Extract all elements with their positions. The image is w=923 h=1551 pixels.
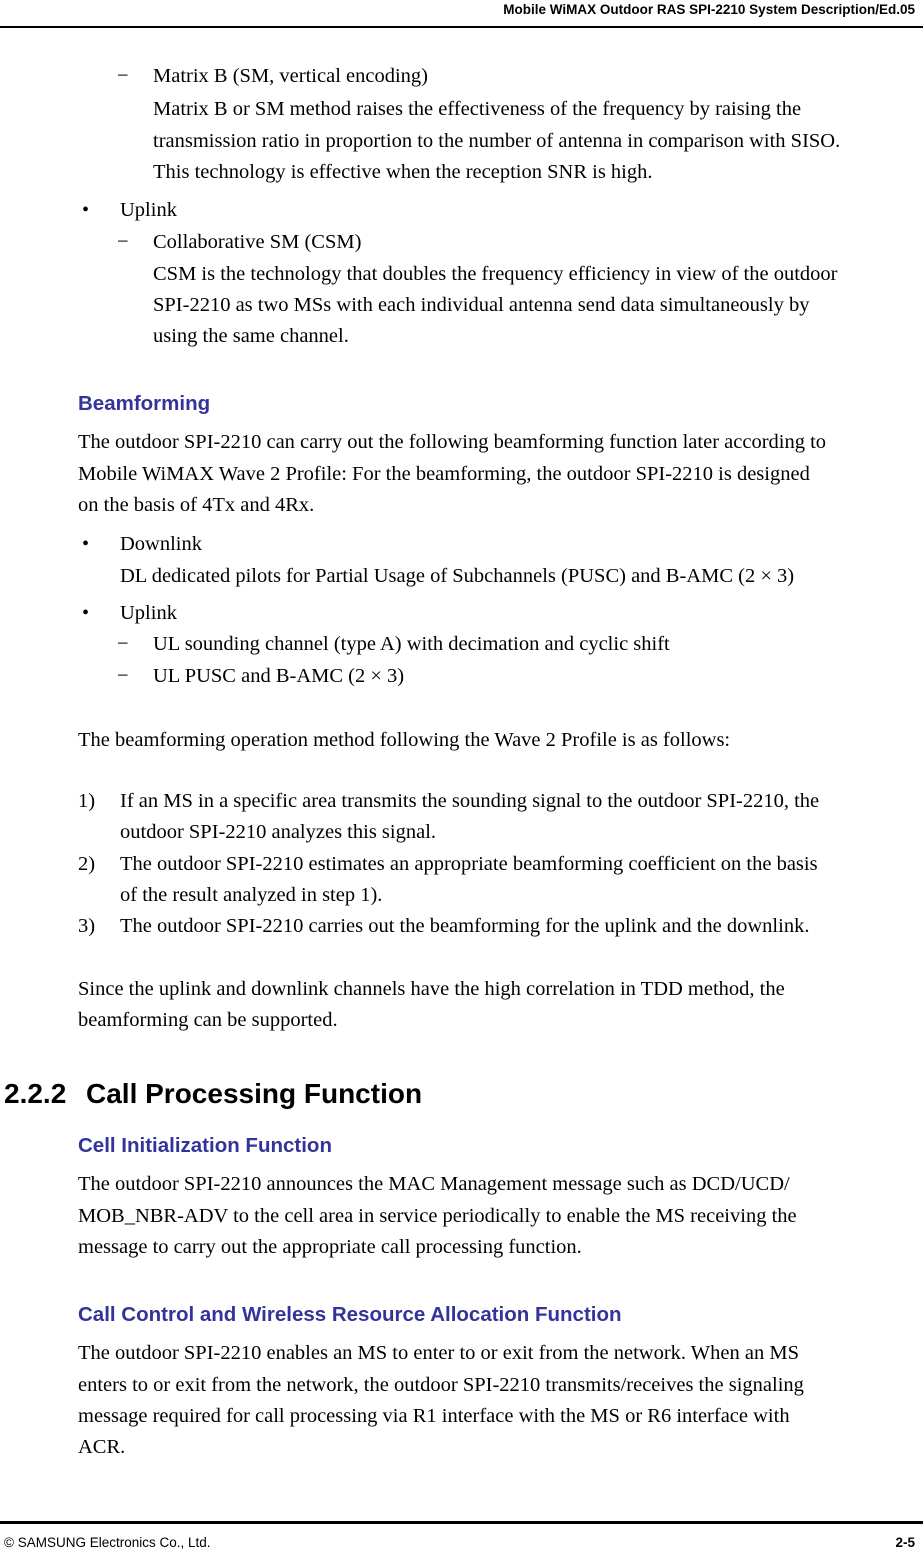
matrix-b-line-3: This technology is effective when the reception SNR is high.	[153, 161, 653, 183]
bullet-marker: •	[82, 199, 90, 221]
downlink-text: DL dedicated pilots for Partial Usage of Subchannels (PUSC) and B-AMC (2 × 3)	[120, 565, 795, 587]
beamforming-intro-line-2: Mobile WiMAX Wave 2 Profile: For the beamforming, the outdoor SPI-2210 is designed	[78, 463, 810, 485]
dash-marker: −	[117, 633, 129, 655]
dash-marker: −	[117, 231, 129, 253]
section-number: 2.2.2	[4, 1078, 67, 1109]
step-number: 1)	[78, 790, 96, 812]
conclusion-line-2: beamforming can be supported.	[78, 1009, 338, 1031]
step-2-line-1: The outdoor SPI-2210 estimates an appropriate beamforming coefficient on the basis	[120, 853, 818, 875]
cell-init-line-3: message to carry out the appropriate call processing function.	[78, 1236, 582, 1258]
beamforming-uplink-label: Uplink	[120, 602, 177, 624]
cell-init-heading: Cell Initialization Function	[78, 1134, 332, 1157]
section-title: Call Processing Function	[86, 1078, 423, 1109]
bullet-marker: •	[82, 602, 90, 624]
step-1-line-1: If an MS in a specific area transmits the sounding signal to the outdoor SPI-2210, the	[120, 790, 820, 812]
csm-line-2: SPI-2210 as two MSs with each individual antenna send data simultaneously by	[153, 294, 810, 316]
csm-line-1: CSM is the technology that doubles the frequency efficiency in view of the outdoor	[153, 263, 838, 285]
conclusion-line-1: Since the uplink and downlink channels have the high correlation in TDD method, the	[78, 978, 785, 1000]
step-number: 3)	[78, 915, 96, 937]
csm-line-3: using the same channel.	[153, 325, 349, 347]
method-intro: The beamforming operation method following the Wave 2 Profile is as follows:	[78, 729, 731, 751]
call-control-line-1: The outdoor SPI-2210 enables an MS to enter to or exit from the network. When an MS	[78, 1342, 799, 1364]
page-number: 2-5	[895, 1535, 915, 1550]
matrix-b-line-2: transmission ratio in proportion to the number of antenna in comparison with SISO.	[153, 130, 841, 152]
step-1-line-2: outdoor SPI-2210 analyzes this signal.	[120, 821, 437, 843]
beamforming-heading: Beamforming	[78, 392, 211, 415]
call-control-line-3: message required for call processing via R1 interface with the MS or R6 interface with	[78, 1405, 790, 1427]
cell-init-line-1: The outdoor SPI-2210 announces the MAC Management message such as DCD/UCD/	[78, 1173, 790, 1195]
call-control-heading: Call Control and Wireless Resource Allocation Function	[78, 1303, 622, 1326]
matrix-b-line-1: Matrix B or SM method raises the effectiveness of the frequency by raising the	[153, 98, 802, 120]
step-3-line-1: The outdoor SPI-2210 carries out the beamforming for the uplink and the downlink.	[120, 915, 810, 937]
call-control-line-2: enters to or exit from the network, the outdoor SPI-2210 transmits/receives the signaling	[78, 1374, 804, 1396]
dash-marker: −	[117, 665, 129, 687]
uplink-label: Uplink	[120, 199, 177, 221]
beamforming-intro-line-3: on the basis of 4Tx and 4Rx.	[78, 494, 315, 516]
call-control-line-4: ACR.	[78, 1436, 126, 1458]
uplink-item-1: UL sounding channel (type A) with decimation and cyclic shift	[153, 633, 670, 655]
dash-marker: −	[117, 65, 129, 87]
bullet-marker: •	[82, 533, 90, 555]
uplink-item-2: UL PUSC and B-AMC (2 × 3)	[153, 665, 405, 687]
cell-init-line-2: MOB_NBR-ADV to the cell area in service periodically to enable the MS receiving the	[78, 1205, 797, 1227]
header-divider	[0, 26, 923, 28]
step-2-line-2: of the result analyzed in step 1).	[120, 884, 383, 906]
step-number: 2)	[78, 853, 96, 875]
footer-copyright: © SAMSUNG Electronics Co., Ltd.	[4, 1535, 211, 1550]
document-header-title: Mobile WiMAX Outdoor RAS SPI-2210 System Description/Ed.05	[503, 2, 915, 17]
beamforming-intro-line-1: The outdoor SPI-2210 can carry out the following beamforming function later according to	[78, 431, 827, 453]
downlink-label: Downlink	[120, 533, 202, 555]
matrix-b-title: Matrix B (SM, vertical encoding)	[153, 65, 428, 87]
csm-title: Collaborative SM (CSM)	[153, 231, 362, 253]
section-heading	[4, 1078, 422, 1110]
footer-divider	[0, 1521, 923, 1524]
